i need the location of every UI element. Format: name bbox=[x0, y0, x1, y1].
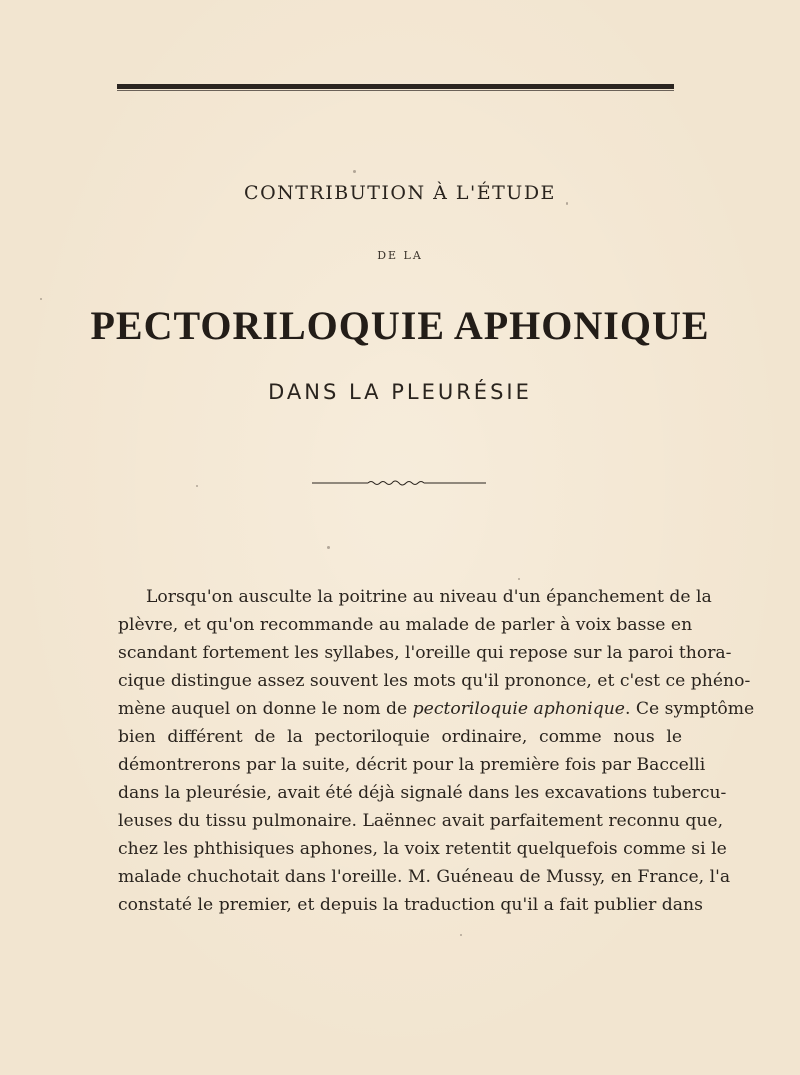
paper-speck bbox=[460, 934, 462, 936]
body-text bbox=[118, 583, 755, 919]
body-line: scandant fortement les syllabes, l'oreille qui repose sur la paroi thora- bbox=[118, 643, 732, 663]
paper-speck bbox=[566, 202, 568, 205]
paper-speck bbox=[327, 546, 330, 549]
top-rule-thin bbox=[117, 90, 674, 91]
italic-term: pectoriloquie aphonique bbox=[412, 699, 625, 719]
body-line: chez les phthisiques aphones, la voix retentit quelquefois comme si le bbox=[118, 839, 727, 859]
body-segment: mène auquel on donne le nom de bbox=[118, 699, 413, 719]
title-line-2: DE LA bbox=[377, 249, 423, 262]
paper-speck bbox=[196, 485, 198, 487]
body-line: Lorsqu'on ausculte la poitrine au niveau d'un épanchement de la bbox=[146, 587, 712, 607]
paper-speck bbox=[518, 578, 520, 580]
body-line: constaté le premier, et depuis la traduction qu'il a fait publier dans bbox=[118, 895, 703, 915]
paper-speck bbox=[40, 298, 42, 300]
paper-speck bbox=[353, 170, 356, 173]
body-line: bien différent de la pectoriloquie ordinaire, comme nous le bbox=[118, 727, 682, 747]
body-segment: . Ce symptôme bbox=[624, 699, 755, 719]
body-line: malade chuchotait dans l'oreille. M. Guéneau de Mussy, en France, l'a bbox=[118, 867, 731, 887]
body-line: plèvre, et qu'on recommande au malade de parler à voix basse en bbox=[118, 615, 693, 635]
title-line-1: CONTRIBUTION À L'ÉTUDE bbox=[244, 182, 556, 204]
body-line-with-italic bbox=[118, 695, 755, 723]
top-rule bbox=[117, 84, 674, 89]
body-line: cique distingue assez souvent les mots qu'il prononce, et c'est ce phéno- bbox=[118, 671, 751, 691]
main-title: PECTORILOQUIE APHONIQUE bbox=[90, 303, 710, 348]
body-line: leuses du tissu pulmonaire. Laënnec avait parfaitement reconnu que, bbox=[118, 811, 724, 831]
body-line: dans la pleurésie, avait été déjà signalé dans les excavations tubercu- bbox=[118, 783, 727, 803]
ornament-divider bbox=[310, 476, 490, 490]
body-line: démontrerons par la suite, décrit pour la première fois par Baccelli bbox=[118, 755, 706, 775]
subtitle: DANS LA PLEURÉSIE bbox=[268, 380, 532, 404]
